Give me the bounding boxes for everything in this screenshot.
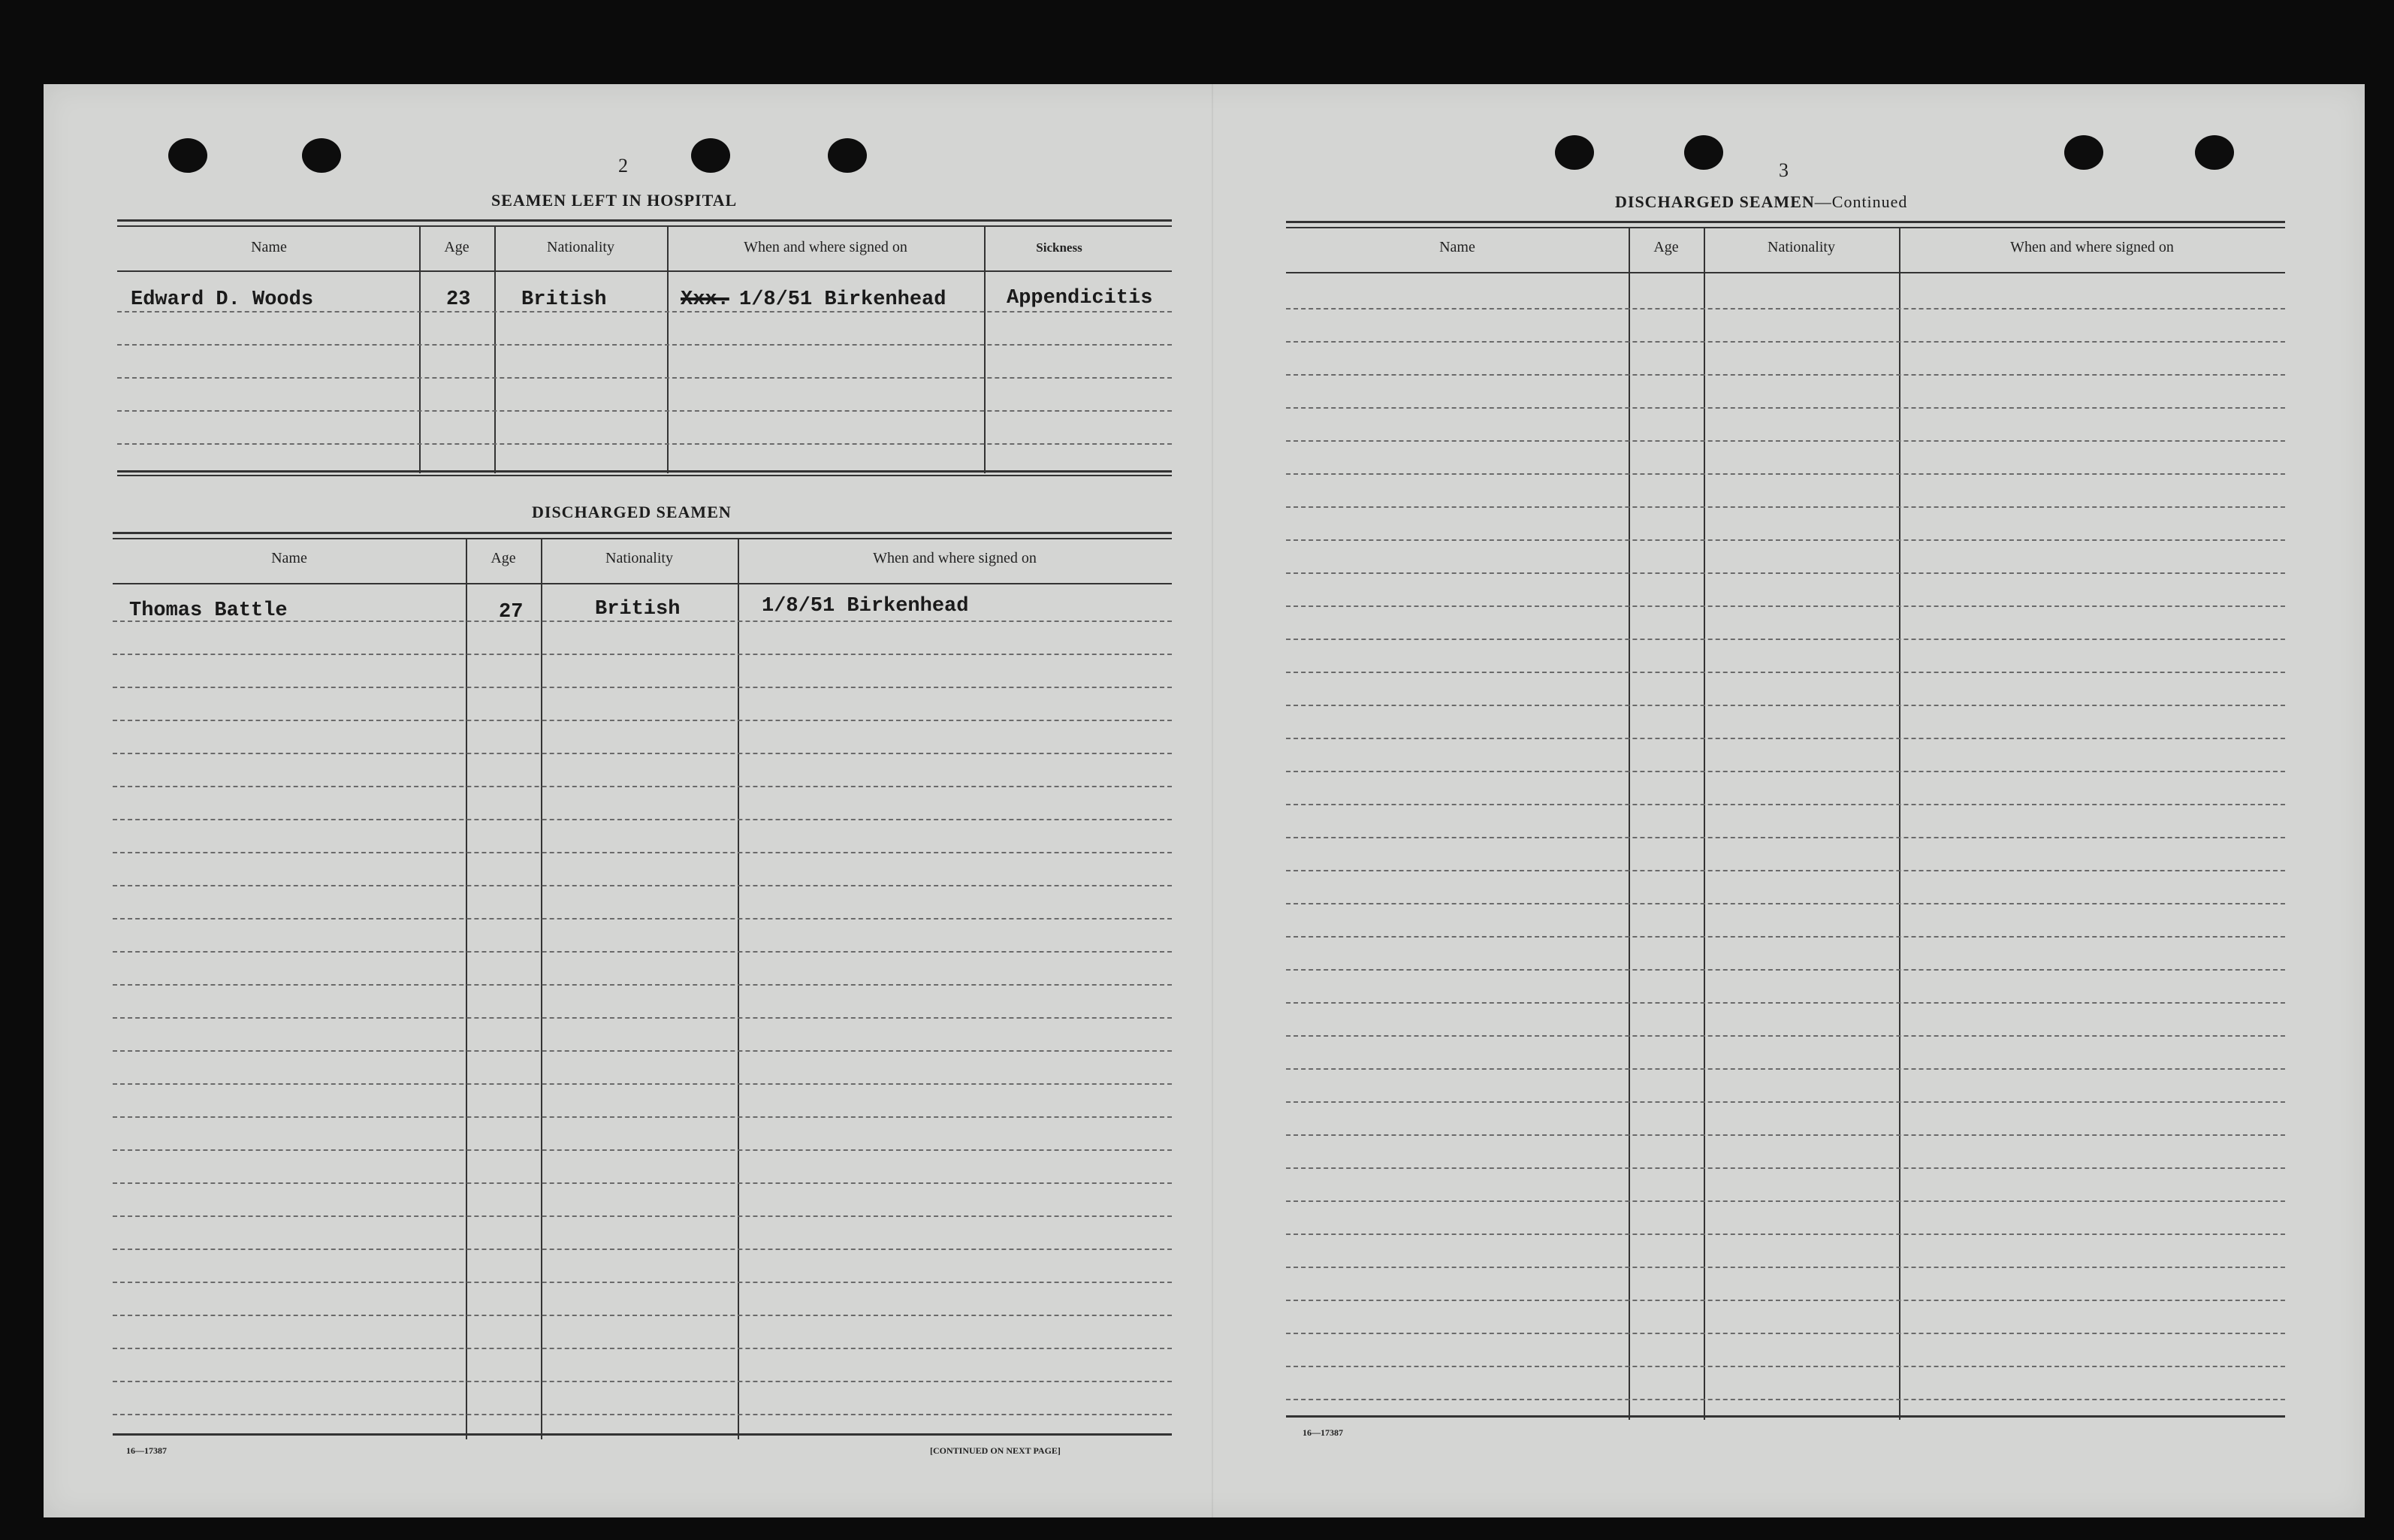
ruled-line — [1286, 1167, 2285, 1169]
table-cell-age: 27 — [499, 601, 524, 624]
ruled-line — [1286, 1267, 2285, 1268]
column-header-nationality: Nationality — [1768, 239, 1835, 255]
table-cell-nationality: British — [521, 288, 607, 311]
column-header-signed-on: When and where signed on — [2010, 239, 2174, 255]
table-cell-age: 23 — [446, 288, 471, 311]
punch-hole — [1555, 135, 1594, 170]
ruled-line — [1286, 473, 2285, 475]
ruled-line — [1286, 1101, 2285, 1103]
punch-hole — [302, 138, 341, 173]
ruled-line — [113, 1017, 1172, 1019]
table-cell-name: Thomas Battle — [129, 599, 288, 622]
page-number-left: 2 — [618, 155, 628, 177]
ruled-line — [113, 1215, 1172, 1217]
struck-text: Xxx. — [681, 288, 729, 311]
ruled-line — [1286, 771, 2285, 772]
ruled-line — [113, 1149, 1172, 1151]
ruled-line — [1286, 837, 2285, 838]
ruled-line — [113, 918, 1172, 919]
ruled-line — [113, 984, 1172, 986]
column-header-name: Name — [251, 239, 287, 255]
continued-section-title — [1615, 192, 1907, 212]
ruled-line — [1286, 1134, 2285, 1136]
ruled-line — [113, 1315, 1172, 1316]
column-header-sickness: Sickness — [1036, 240, 1082, 255]
punch-hole — [2195, 135, 2234, 170]
ruled-line — [113, 720, 1172, 721]
ruled-line — [113, 852, 1172, 853]
ruled-line — [1286, 1300, 2285, 1301]
form-number: 16—17387 — [126, 1445, 167, 1456]
ruled-line — [113, 687, 1172, 688]
column-header-age: Age — [491, 550, 516, 566]
ruled-line — [1286, 969, 2285, 971]
ruled-line — [1286, 407, 2285, 409]
ruled-line — [1286, 1200, 2285, 1202]
punch-hole — [1684, 135, 1723, 170]
ruled-line — [113, 1083, 1172, 1085]
ruled-line — [1286, 308, 2285, 310]
hospital-section-title: SEAMEN LEFT IN HOSPITAL — [491, 191, 738, 210]
ruled-line — [113, 753, 1172, 754]
ruled-line — [1286, 1068, 2285, 1070]
discharged-section-title: DISCHARGED SEAMEN — [532, 503, 732, 521]
document-sheet — [44, 84, 2365, 1517]
ruled-line — [1286, 672, 2285, 673]
ruled-line — [1286, 639, 2285, 640]
continued-note: [CONTINUED ON NEXT PAGE] — [930, 1445, 1061, 1456]
punch-hole — [2064, 135, 2103, 170]
ruled-line — [1286, 1002, 2285, 1004]
column-header-nationality: Nationality — [605, 550, 673, 566]
ruled-line — [113, 786, 1172, 787]
ruled-line — [1286, 440, 2285, 442]
ruled-line — [1286, 1333, 2285, 1334]
column-header-name: Name — [1439, 239, 1475, 255]
ruled-line — [1286, 539, 2285, 541]
ruled-line — [1286, 572, 2285, 574]
ruled-line — [1286, 374, 2285, 376]
ruled-line — [113, 819, 1172, 820]
ruled-line — [113, 1182, 1172, 1184]
table-cell-signed-on: 1/8/51 Birkenhead — [739, 288, 946, 311]
column-header-signed-on: When and where signed on — [744, 239, 907, 255]
ruled-line — [113, 1414, 1172, 1415]
ruled-line — [1286, 506, 2285, 508]
ruled-line — [1286, 705, 2285, 706]
column-header-nationality: Nationality — [547, 239, 614, 255]
ruled-line — [1286, 605, 2285, 607]
ruled-line — [1286, 341, 2285, 343]
ruled-line — [1286, 936, 2285, 938]
punch-hole — [691, 138, 730, 173]
column-header-name: Name — [271, 550, 307, 566]
table-cell-name: Edward D. Woods — [131, 288, 314, 311]
ruled-line — [113, 1249, 1172, 1250]
page-fold — [1212, 84, 1213, 1517]
column-header-signed-on: When and where signed on — [873, 550, 1037, 566]
ruled-line — [113, 1050, 1172, 1052]
ruled-line — [113, 885, 1172, 886]
title-main: DISCHARGED SEAMEN — [1615, 192, 1815, 211]
table-cell-signed-on: 1/8/51 Birkenhead — [762, 595, 969, 618]
ruled-line — [1286, 1035, 2285, 1037]
column-header-age: Age — [444, 239, 469, 255]
ruled-line — [1286, 1234, 2285, 1235]
ruled-line — [113, 951, 1172, 953]
punch-hole — [168, 138, 207, 173]
table-cell-sickness: Appendicitis — [1007, 287, 1153, 310]
title-suffix: —Continued — [1814, 192, 1908, 211]
ruled-line — [1286, 804, 2285, 805]
table-cell-nationality: British — [595, 598, 681, 621]
page-number-right: 3 — [1779, 159, 1789, 181]
ruled-line — [1286, 1399, 2285, 1400]
ruled-line — [113, 1348, 1172, 1349]
ruled-line — [113, 1116, 1172, 1118]
ruled-line — [1286, 870, 2285, 871]
ruled-line — [113, 654, 1172, 655]
ruled-line — [1286, 1366, 2285, 1367]
ruled-line — [1286, 903, 2285, 904]
ruled-line — [113, 1381, 1172, 1382]
punch-hole — [828, 138, 867, 173]
form-number: 16—17387 — [1303, 1427, 1343, 1438]
column-header-age: Age — [1653, 239, 1679, 255]
ruled-line — [113, 1282, 1172, 1283]
ruled-line — [1286, 738, 2285, 739]
